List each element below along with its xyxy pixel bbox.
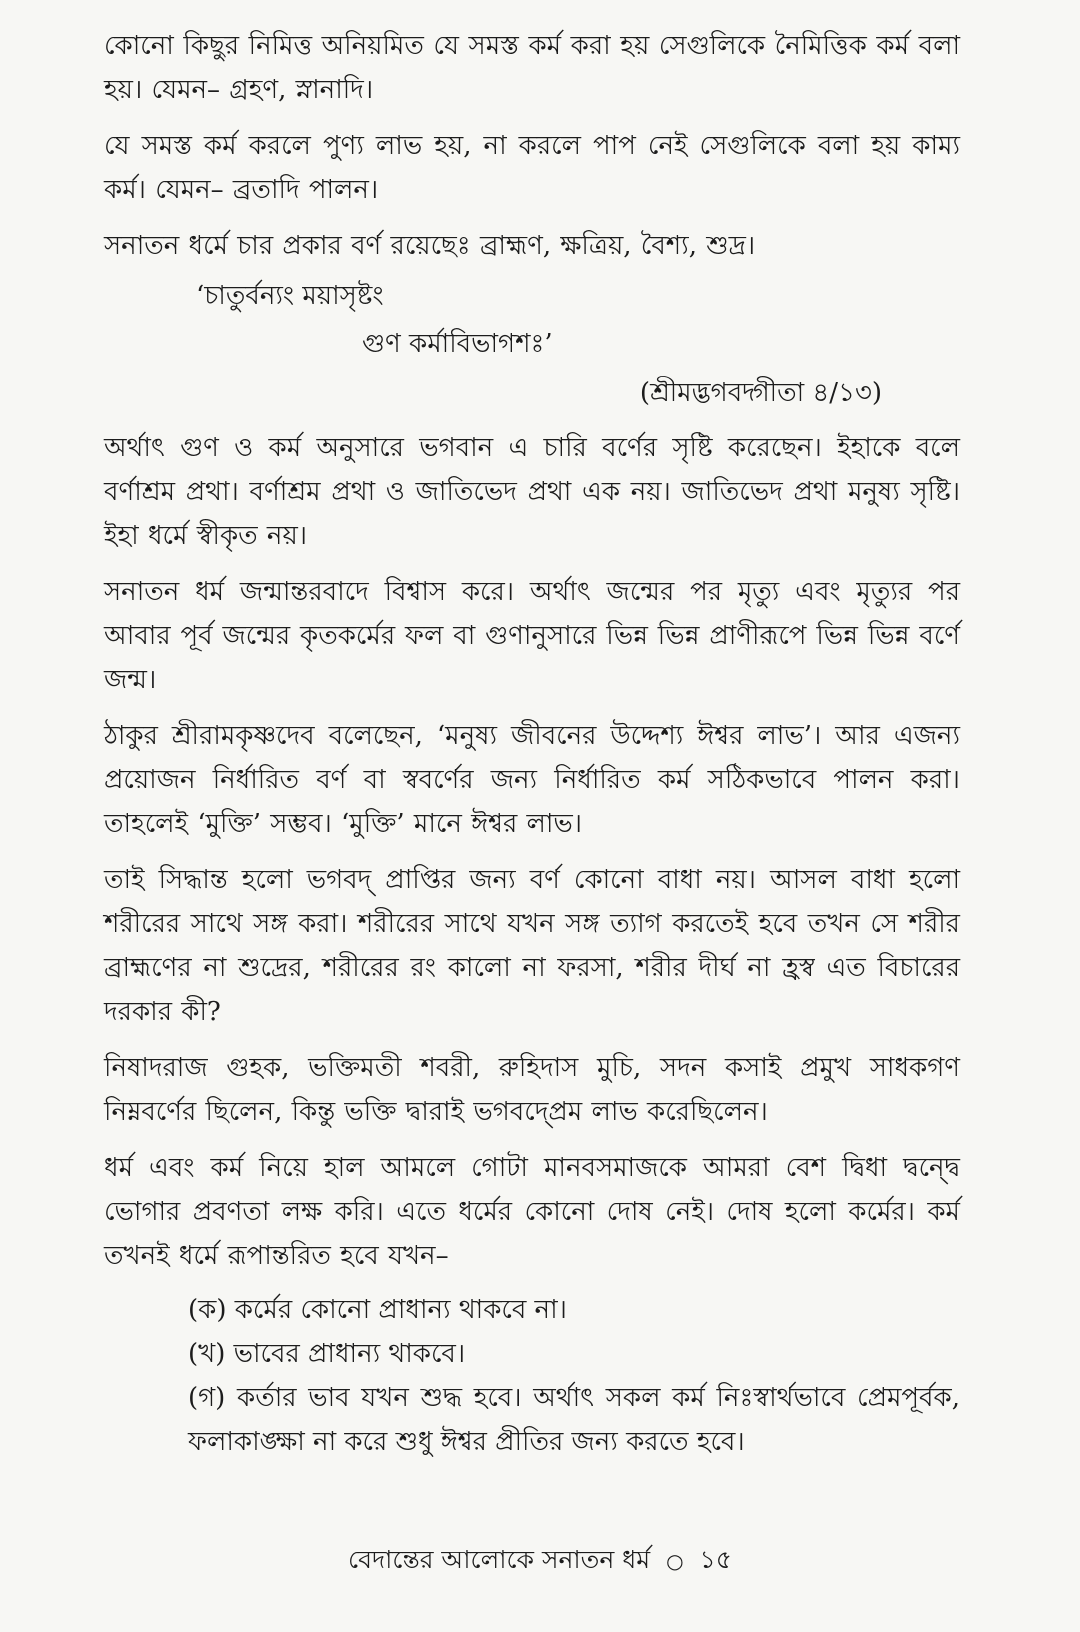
paragraph-kamya-karma: যে সমস্ত কর্ম করলে পুণ্য লাভ হয়, না করলে পাপ নেই সেগুলিকে বলা হয় কাম্য কর্ম। যেমন– ব্রতাদি পালন।	[104, 131, 960, 205]
footer-separator: ○	[666, 1549, 684, 1573]
footer-book-title: বেদান্তের আলোকে সনাতন ধর্ম	[347, 1545, 651, 1574]
paragraph-varnashram: অর্থাৎ গুণ ও কর্ম অনুসারে ভগবান এ চারি বর্ণের সৃষ্টি করেছেন। ইহাকে বলে বর্ণাশ্রম প্রথা। বর্ণাশ্রম প্রথা ও জাতিভেদ প্রথা এক নয়। জাতিভেদ প্রথা মনুষ্য সৃষ্টি। ইহা ধর্মে স্বীকৃত নয়।	[104, 433, 960, 551]
page-number: ১৫	[699, 1545, 732, 1574]
paragraph-rebirth: সনাতন ধর্ম জন্মান্তরবাদে বিশ্বাস করে। অর্থাৎ জন্মের পর মৃত্যু এবং মৃত্যুর পর আবার পূর্ব জন্মের কৃতকর্মের ফল বা গুণানুসারে ভিন্ন ভিন্ন প্রাণীরূপে ভিন্ন ভিন্ন বর্ণে জন্ম।	[104, 577, 960, 695]
paragraph-conclusion: তাই সিদ্ধান্ত হলো ভগবদ্ প্রাপ্তির জন্য বর্ণ কোনো বাধা নয়। আসল বাধা হলো শরীরের সাথে সঙ্গ করা। শরীরের সাথে যখন সঙ্গ ত্যাগ করতেই হবে তখন সে শরীর ব্রাহ্মণের না শুদ্রের, শরীরের রং কালো না ফরসা, শরীর দীর্ঘ না হ্রস্ব এত বিচারের দরকার কী?	[104, 865, 960, 1027]
quote-line-2: গুণ কর্মাবিভাগশঃ’	[362, 329, 553, 359]
list-item: (ক) কর্মের কোনো প্রাধান্য থাকবে না।	[188, 1295, 567, 1325]
quote-line-1: ‘চাতুর্বন্যং ময়াসৃষ্টং	[196, 281, 384, 311]
list-item: (গ) কর্তার ভাব যখন শুদ্ধ হবে। অর্থাৎ সকল কর্ম নিঃস্বার্থভাবে প্রেমপূর্বক, ফলাকাঙ্ক্ষা না করে শুধু ঈশ্বর প্রীতির জন্য করতে হবে।	[188, 1383, 960, 1457]
conditions-list	[188, 1288, 960, 1464]
paragraph-dharma-karma: ধর্ম এবং কর্ম নিয়ে হাল আমলে গোটা মানবসমাজকে আমরা বেশ দ্বিধা দ্বন্দ্বে ভোগার প্রবণতা লক্ষ করি। এতে ধর্মের কোনো দোষ নেই। দোষ হলো কর্মের। কর্ম তখনই ধর্মে রূপান্তরিত হবে যখন–	[104, 1153, 960, 1271]
list-item: (খ) ভাবের প্রাধান্য থাকবে।	[188, 1339, 466, 1369]
paragraph-four-varnas: সনাতন ধর্মে চার প্রকার বর্ণ রয়েছেঃ ব্রাহ্মণ, ক্ষত্রিয়, বৈশ্য, শুদ্র।	[104, 231, 756, 261]
paragraph-ramakrishna: ঠাকুর শ্রীরামকৃষ্ণদেব বলেছেন, ‘মনুষ্য জীবনের উদ্দেশ্য ঈশ্বর লাভ’। আর এজন্য প্রয়োজন নির্ধারিত বর্ণ বা স্ববর্ণের জন্য নির্ধারিত কর্ম সঠিকভাবে পালন করা। তাহলেই ‘মুক্তি’ সম্ভব। ‘মুক্তি’ মানে ঈশ্বর লাভ।	[104, 721, 960, 839]
page-footer	[0, 1540, 1080, 1581]
quote-citation: (শ্রীমদ্ভগবদ্গীতা ৪/১৩)	[639, 378, 882, 408]
gita-quote	[104, 272, 960, 418]
paragraph-devotees: নিষাদরাজ গুহক, ভক্তিমতী শবরী, রুহিদাস মুচি, সদন কসাই প্রমুখ সাধকগণ নিম্নবর্ণের ছিলেন, কিন্তু ভক্তি দ্বারাই ভগবদ্প্রেম লাভ করেছিলেন।	[104, 1053, 960, 1127]
paragraph-naimittik-karma: কোনো কিছুর নিমিত্ত অনিয়মিত যে সমস্ত কর্ম করা হয় সেগুলিকে নৈমিত্তিক কর্ম বলা হয়। যেমন– গ্রহণ, স্নানাদি।	[104, 31, 960, 105]
